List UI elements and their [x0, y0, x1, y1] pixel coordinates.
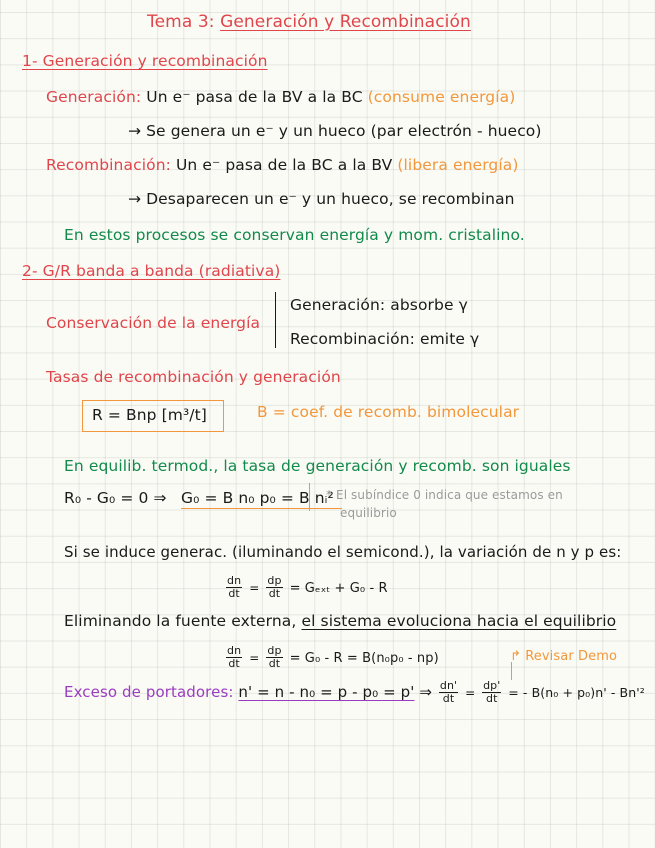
brace-divider — [275, 292, 276, 348]
recombination-note: (libera energía) — [397, 156, 519, 174]
rate-equation-1-rhs: = Gₑₓₜ + G₀ - R — [289, 581, 388, 596]
excess-equation-rhs: = - B(n₀ + p₀)n' - Bn'² — [508, 685, 645, 700]
section-2-heading: 2- G/R banda a banda (radiativa) — [22, 262, 281, 280]
rate-equation-2: $\frac{dn}{dt}$ = $\frac{dp}{dt}$ = G₀ - R = B(n₀p₀ - np) — [227, 644, 439, 670]
bimolecular-note: B = coef. de recomb. bimolecular — [257, 403, 520, 421]
energy-conservation-label: Conservación de la energía — [46, 314, 261, 332]
dt-denominator-4: dt — [268, 657, 281, 670]
dt-denominator-3: dt — [228, 657, 240, 670]
conservation-statement: En estos procesos se conservan energía y mom. cristalino. — [64, 226, 525, 244]
rate-formula: R = Bnp [m³/t] — [92, 406, 207, 424]
dn-prime-dt-fraction — [439, 680, 458, 705]
equilibrium-left: R₀ - G₀ = 0 ⇒ — [64, 489, 167, 507]
excess-carriers-formula: n' = n - n₀ = p - p₀ = p' — [238, 683, 415, 701]
recombination-text: Un e⁻ pasa de la BC a la BV — [175, 156, 393, 174]
dn-dt-fraction-2 — [226, 645, 242, 670]
dt-denominator-6: dt — [485, 692, 498, 705]
generation-label: Generación: — [46, 88, 142, 106]
title-prefix: Tema 3: — [147, 12, 221, 32]
rate-equation-2-rhs: = G₀ - R = B(n₀p₀ - np) — [289, 651, 439, 666]
dn-numerator-2: dn — [227, 644, 242, 657]
dt-denominator: dt — [228, 587, 240, 600]
generation-text: Un e⁻ pasa de la BV a la BC — [146, 88, 363, 106]
section-1-heading: 1- Generación y recombinación — [22, 52, 268, 70]
review-demo-connector — [511, 662, 512, 680]
equilibrium-box-edge — [309, 483, 310, 511]
dn-numerator: dn — [227, 574, 242, 587]
dp-prime-dt-fraction — [482, 680, 501, 705]
recombination-arrow-line: → Desaparecen un e⁻ y un hueco, se recombinan — [128, 190, 515, 208]
dp-numerator-2: dp — [267, 644, 282, 657]
conservation-recombination: Recombinación: emite γ — [290, 330, 480, 348]
induced-generation-text: Si se induce generac. (iluminando el semicond.), la variación de n y p es: — [64, 543, 622, 561]
conservation-generation: Generación: absorbe γ — [290, 296, 468, 314]
review-arrow-icon: ↱ — [510, 649, 521, 664]
dn-prime-numerator: dn' — [439, 679, 458, 692]
equilibrium-statement: En equilib. termod., la tasa de generación y recomb. son iguales — [64, 457, 571, 475]
dt-denominator-2: dt — [268, 587, 281, 600]
equilibrium-right: G₀ = B n₀ p₀ = B nᵢ² — [181, 488, 342, 509]
implies-arrow: ⇒ — [419, 683, 433, 701]
dp-numerator: dp — [267, 574, 282, 587]
excess-carriers-label: Exceso de portadores: — [64, 683, 234, 701]
title-main: Generación y Recombinación — [220, 12, 471, 32]
dp-prime-numerator: dp' — [483, 679, 501, 692]
dp-dt-fraction-2 — [266, 645, 282, 670]
dt-denominator-5: dt — [442, 692, 455, 705]
generation-note: (consume energía) — [367, 88, 516, 106]
rate-equation-1: $\frac{dn}{dt}$ = $\frac{dp}{dt}$ = Gₑₓₜ + G₀ - R — [227, 574, 388, 600]
generation-arrow-line: → Se genera un e⁻ y un hueco (par electrón - hueco) — [128, 122, 542, 140]
eliminate-underlined: el sistema evoluciona hacia el equilibrio — [301, 612, 617, 630]
page-title — [147, 12, 471, 32]
dp-dt-fraction — [266, 575, 282, 600]
review-demo-text: Revisar Demo — [525, 649, 618, 664]
generation-line — [46, 87, 515, 107]
eliminate-prefix: Eliminando la fuente externa, — [64, 612, 297, 630]
recombination-label: Recombinación: — [46, 156, 171, 174]
review-demo-note — [510, 647, 617, 667]
equilibrium-note-2: equilibrio — [340, 506, 397, 520]
recombination-line — [46, 155, 518, 175]
excess-carriers-line: Exceso de portadores: n' = n - n₀ = p - p₀ = p' ⇒ $\frac{dn'}{dt}$ = $\frac{dp'}{dt}$ = - B(n₀ + p₀)n' - Bn'² — [64, 679, 645, 705]
eliminate-source-line — [64, 611, 616, 631]
rates-title: Tasas de recombinación y generación — [46, 368, 341, 386]
equilibrium-note-1: * El subíndice 0 indica que estamos en — [326, 488, 563, 502]
dn-dt-fraction — [226, 575, 242, 600]
